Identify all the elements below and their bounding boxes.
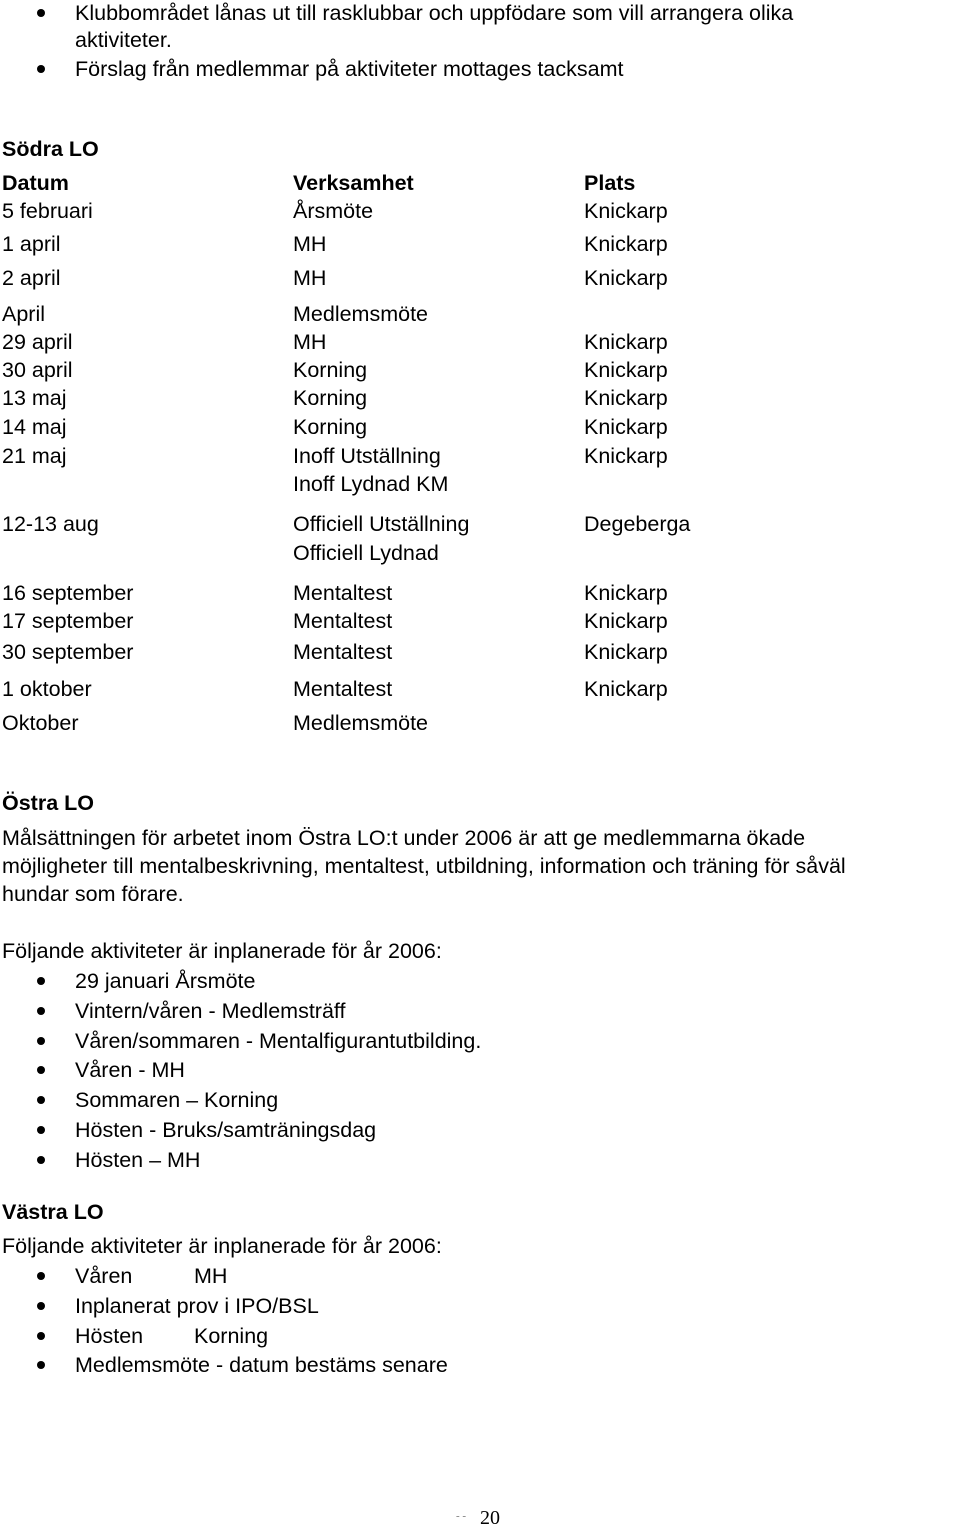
bullet-icon: [37, 977, 45, 985]
cell-date: 2 april: [2, 266, 61, 290]
section-heading: Västra LO: [2, 1200, 104, 1224]
page-number: 20: [480, 1507, 500, 1529]
top-bullet-item: Klubbområdet lånas ut till rasklubbar och uppfödare som vill arrangera olika: [75, 1, 794, 25]
bullet-icon: [37, 1332, 45, 1340]
cell-activity: Mentaltest: [293, 640, 393, 664]
cell-activity: Inoff Utställning: [293, 444, 441, 468]
cell-activity: Korning: [293, 358, 368, 382]
cell-date: 17 september: [2, 609, 134, 633]
cell-activity: Officiell Lydnad: [293, 541, 439, 565]
bullet-icon: [37, 1361, 45, 1369]
bullet-icon: [37, 1302, 45, 1310]
cell-activity: Mentaltest: [293, 609, 393, 633]
cell-activity: Mentaltest: [293, 581, 393, 605]
list-intro: Följande aktiviteter är inplanerade för år 2006:: [2, 939, 442, 963]
bullet-icon: [37, 1037, 45, 1045]
cell-date: 21 maj: [2, 444, 67, 468]
cell-activity: Korning: [293, 415, 368, 439]
cell-date: 30 april: [2, 358, 73, 382]
bullet-icon: [37, 1096, 45, 1104]
cell-date: 1 oktober: [2, 677, 92, 701]
top-bullet-item: Förslag från medlemmar på aktiviteter mottages tacksamt: [75, 57, 624, 81]
list-item-activity: MH: [194, 1264, 228, 1288]
cell-place: Knickarp: [584, 640, 668, 664]
cell-activity: Inoff Lydnad KM: [293, 472, 449, 496]
footer-dots: - -: [456, 1510, 467, 1522]
cell-date: Oktober: [2, 711, 79, 735]
column-header-datum: Datum: [2, 171, 69, 195]
cell-place: Knickarp: [584, 266, 668, 290]
list-item: Sommaren – Korning: [75, 1088, 279, 1112]
paragraph-line: Målsättningen för arbetet inom Östra LO:t under 2006 är att ge medlemmarna ökade: [2, 826, 806, 850]
cell-place: Knickarp: [584, 358, 668, 382]
section-heading: Södra LO: [2, 137, 99, 161]
cell-date: 14 maj: [2, 415, 67, 439]
cell-place: Knickarp: [584, 330, 668, 354]
cell-date: April: [2, 302, 46, 326]
list-item: Hösten - Bruks/samträningsdag: [75, 1118, 377, 1142]
cell-activity: Medlemsmöte: [293, 711, 429, 735]
bullet-icon: [37, 1126, 45, 1134]
paragraph-line: hundar som förare.: [2, 882, 184, 906]
cell-activity: MH: [293, 266, 327, 290]
list-item-season: Hösten: [75, 1324, 144, 1348]
list-item: 29 januari Årsmöte: [75, 969, 256, 993]
list-intro: Följande aktiviteter är inplanerade för år 2006:: [2, 1234, 442, 1258]
bullet-icon: [37, 1156, 45, 1164]
cell-activity: Medlemsmöte: [293, 302, 429, 326]
cell-place: Knickarp: [584, 581, 668, 605]
bullet-icon: [37, 1272, 45, 1280]
cell-date: 1 april: [2, 232, 61, 256]
cell-activity: Årsmöte: [293, 199, 374, 223]
cell-activity: Korning: [293, 386, 368, 410]
cell-date: 12-13 aug: [2, 512, 99, 536]
cell-activity: Officiell Utställning: [293, 512, 470, 536]
cell-date: 16 september: [2, 581, 134, 605]
cell-place: Knickarp: [584, 232, 668, 256]
bullet-icon: [37, 1007, 45, 1015]
column-header-verksamhet: Verksamhet: [293, 171, 414, 195]
list-item: Vintern/våren - Medlemsträff: [75, 999, 346, 1023]
cell-activity: Mentaltest: [293, 677, 393, 701]
cell-place: Knickarp: [584, 444, 668, 468]
cell-place: Knickarp: [584, 199, 668, 223]
cell-place: Knickarp: [584, 415, 668, 439]
list-item-season: Våren: [75, 1264, 133, 1288]
column-header-plats: Plats: [584, 171, 636, 195]
bullet-icon: [37, 1066, 45, 1074]
cell-place: Knickarp: [584, 677, 668, 701]
cell-activity: MH: [293, 232, 327, 256]
cell-date: 5 februari: [2, 199, 93, 223]
cell-activity: MH: [293, 330, 327, 354]
cell-date: 13 maj: [2, 386, 67, 410]
list-item: Våren - MH: [75, 1058, 185, 1082]
cell-place: Degeberga: [584, 512, 691, 536]
cell-date: 29 april: [2, 330, 73, 354]
cell-date: 30 september: [2, 640, 134, 664]
bullet-icon: [37, 65, 45, 73]
list-item: Hösten – MH: [75, 1148, 201, 1172]
paragraph-line: möjligheter till mentalbeskrivning, mentaltest, utbildning, information och träning för såväl: [2, 854, 846, 878]
list-item-activity: Korning: [194, 1324, 269, 1348]
top-bullet-item-continuation: aktiviteter.: [75, 28, 172, 52]
list-item: Inplanerat prov i IPO/BSL: [75, 1294, 319, 1318]
bullet-icon: [37, 9, 45, 17]
section-heading: Östra LO: [2, 791, 94, 815]
cell-place: Knickarp: [584, 609, 668, 633]
list-item: Medlemsmöte - datum bestäms senare: [75, 1353, 448, 1377]
list-item: Våren/sommaren - Mentalfigurantutbilding.: [75, 1029, 482, 1053]
cell-place: Knickarp: [584, 386, 668, 410]
